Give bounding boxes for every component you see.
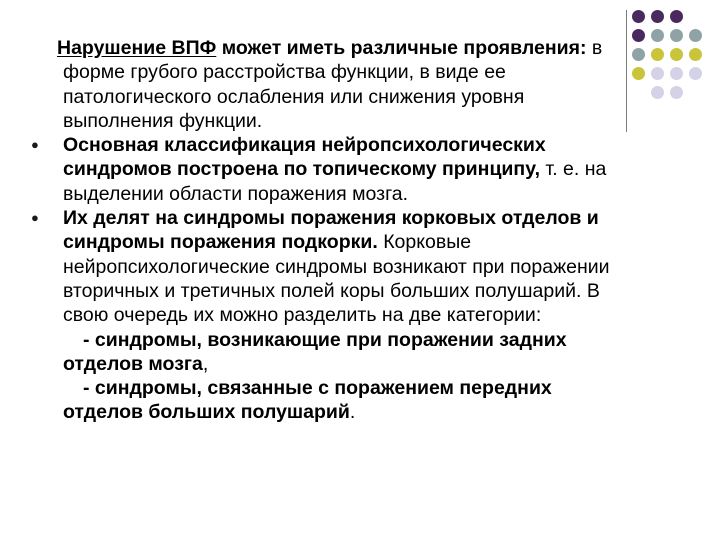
intro-normal-text: в форме грубого расстройства функции, в виде ее патологического ослабления или снижения уровня выполнения функции. bbox=[63, 37, 603, 132]
classification-bold-text: Основная классификация нейропсихологических синдромов построена по топическому принципу, bbox=[63, 134, 546, 181]
decor-dot bbox=[651, 10, 664, 23]
decor-dot bbox=[689, 48, 702, 61]
decor-dot bbox=[651, 29, 664, 42]
paragraph-intro bbox=[30, 36, 630, 133]
bullet-icon: ● bbox=[31, 210, 39, 226]
sub-item-posterior-end: , bbox=[202, 352, 209, 375]
sub-item-anterior-end: . bbox=[349, 401, 356, 424]
sub-item-anterior bbox=[63, 376, 630, 425]
syndromes-bold-text: Их делят на синдромы поражения корковых отделов и синдромы поражения подкорки. bbox=[63, 207, 599, 254]
sub-item-posterior-text: - синдромы, возникающие при поражении задних отделов мозга bbox=[63, 328, 567, 375]
decor-dot bbox=[670, 86, 683, 99]
decor-dot bbox=[670, 67, 683, 80]
intro-bold-text: может иметь различные проявления: bbox=[216, 37, 587, 59]
sub-item-posterior bbox=[63, 328, 630, 377]
decor-dot bbox=[689, 67, 702, 80]
decor-dot bbox=[632, 10, 645, 23]
decor-dot bbox=[632, 48, 645, 61]
decor-dot bbox=[651, 86, 664, 99]
decor-dot bbox=[632, 29, 645, 42]
syndromes-normal-text: Корковые нейропсихологические синдромы возникают при поражении вторичных и третичных полей коры больших полушарий. В свою очередь их можно разделить на две категории: bbox=[63, 231, 610, 327]
decor-dot bbox=[689, 29, 702, 42]
decor-dot bbox=[651, 48, 664, 61]
bullet-icon: ● bbox=[31, 137, 39, 153]
bullet-item-syndromes bbox=[30, 206, 630, 425]
decor-dot bbox=[670, 10, 683, 23]
term-vpf-disorder: Нарушение ВПФ bbox=[57, 37, 217, 59]
sub-item-anterior-text: - синдромы, связанные с поражением передних отделов больших полушарий bbox=[63, 377, 552, 424]
decor-dot bbox=[670, 29, 683, 42]
decor-dot bbox=[651, 67, 664, 80]
slide-body bbox=[30, 36, 630, 425]
decor-dot bbox=[670, 48, 683, 61]
classification-normal-text: т. е. на выделении области поражения мозга. bbox=[63, 158, 607, 205]
bullet-item-classification bbox=[30, 133, 630, 206]
decorative-dot-grid bbox=[632, 10, 716, 120]
decor-dot bbox=[632, 67, 645, 80]
